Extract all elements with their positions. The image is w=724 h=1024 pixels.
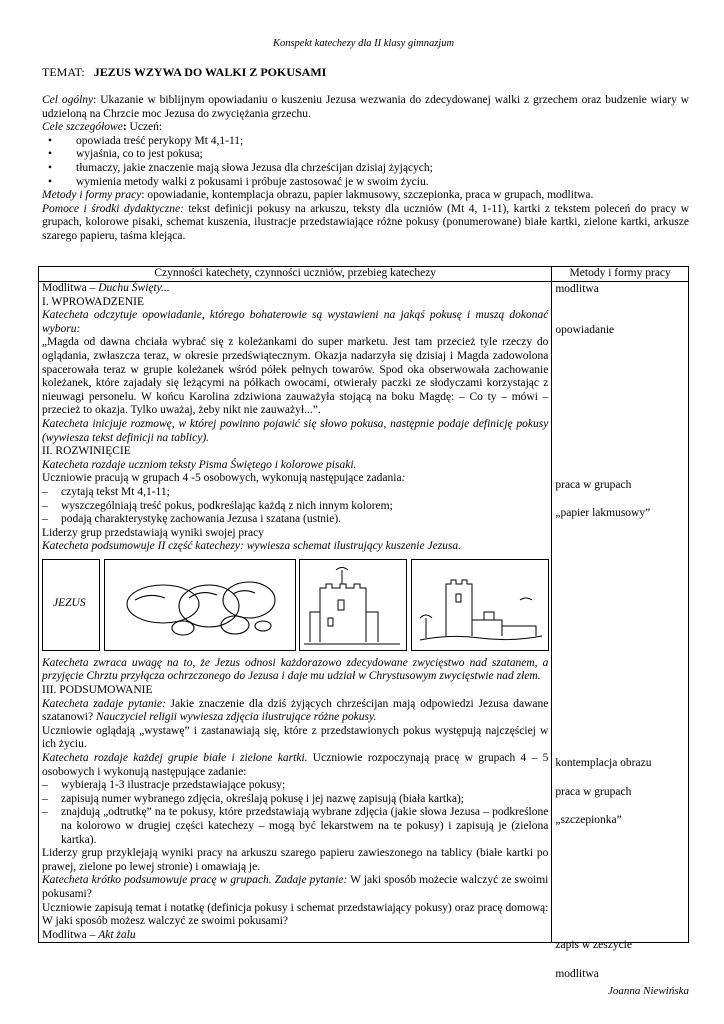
- method-item: modlitwa: [555, 968, 599, 980]
- page-header: Konspekt katechezy dla II klasy gimnazjum: [272, 38, 455, 49]
- column-header-activities: Czynności katechety, czynności uczniów, przebieg katechezy: [39, 267, 552, 282]
- methods-cell: [552, 282, 689, 980]
- list-item: • wyjaśnia, co to jest pokusa;: [42, 148, 689, 162]
- teacher-reads: Katecheta odczytuje opowiadanie, którego bohaterowie są wystawieni na jakąś pokusę i muszą dokonać wyboru:: [42, 309, 549, 335]
- lesson-intro: [42, 94, 689, 244]
- specific-goals-heading: Cele szczegółowe: Uczeń:: [42, 121, 163, 134]
- victory-note: Katecheta zwraca uwagę na to, że Jezus odnosi każdorazowo zdecydowane zwycięstwo nad szatanem, a przyjęcie Chrztu przyłącza ochrzczonego do Jezusa i daje mu udział w Chrystusowym zwycięstwie nad złem.: [42, 656, 549, 683]
- stones-icon: [105, 560, 295, 650]
- task-item: – podają charakterystykę zachowania Jezusa i szatana (ustnie).: [42, 513, 548, 527]
- kingdoms-illustration: [411, 559, 549, 651]
- task-item: – czytają tekst Mt 4,1-11;: [42, 486, 548, 500]
- topic-label: TEMAT:: [42, 65, 85, 79]
- method-item: praca w grupach: [555, 479, 632, 491]
- list-item: • opowiada treść perykopy Mt 4,1-11;: [42, 135, 689, 149]
- topic-title: JEZUS WZYWA DO WALKI Z POKUSAMI: [93, 65, 327, 79]
- specific-goals-list: [42, 135, 689, 189]
- section-introduction: I. WPROWADZENIE: [42, 295, 144, 308]
- tower-icon: [300, 560, 406, 650]
- general-goal: Cel ogólny: Ukazanie w biblijnym opowiadaniu o kuszeniu Jezusa wezwania do zdecydowanej walki z grzechem oraz budzenie wiary w udzieloną na Chrzcie moc Jezusa do zwyciężania grzechu.: [42, 94, 689, 120]
- section-development: II. ROZWINIĘCIE: [42, 445, 131, 458]
- story-text: „Magda od dawna chciała wybrać się z koleżankami do super marketu. Jest tam przecież tyle rzeczy do oglądania, zwłaszcza teraz, w okresie przedświątecznym. Okazja nadarzyła się dzisiaj i Magda zadowolona spacerowała teraz w grupie koleżanek wśród półek pełnych towarów. Spod oka obserwowała zachowanie koleżanek, które zajadały się leżącymi na półkach owocami, otwierały paczki ze słodyczami korzystając z nieuwagi personelu. W końcu Karolina zdziwiona zauważyła stojącą na boku Magdę: – Co ty – mówi – przecież to okazja. Tylko uważaj, żeby nikt nie zauważył...”.: [42, 336, 549, 417]
- lesson-table: [38, 266, 689, 980]
- method-item: „szczepionka”: [555, 814, 622, 826]
- aids-line: Pomoce i środki dydaktyczne: tekst definicji pokusy na arkuszu, teksty dla uczniów (Mt 4, 1-11), kartki z tekstem poleceń do pracy w grupach, kolorowe pisaki, schemat kuszenia, ilustracje przedstawiające różne pokusy (ponumerowane) białe kartki, zielone kartki, arkusze szarego papieru, taśma klejąca.: [42, 202, 690, 242]
- temptation-scheme: [42, 559, 548, 653]
- task-item: – wybierają 1-3 ilustracje przedstawiające pokusy;: [42, 779, 548, 793]
- jesus-box: [42, 559, 100, 651]
- author-signature: Joanna Niewińska: [608, 985, 689, 997]
- task-item: – znajdują „odtrutkę” na te pokusy, które przedstawiają wybrane zdjęcia (jakie słowa Jezusa – podkreślone na kolorowo w drugiej części katechezy – mogą być lekarstwem na te pokusy) i zapisują je (zielona kartka).: [42, 806, 548, 847]
- jesus-label: JEZUS: [53, 596, 86, 609]
- group-work-intro: Uczniowie pracują w grupach 4 -5 osobowych, wykonują następujące zadania:: [42, 472, 406, 485]
- method-item: kontemplacja obrazu: [555, 757, 652, 769]
- method-item: modlitwa: [555, 283, 599, 295]
- closing-prayer: Modlitwa – Akt żalu: [42, 928, 136, 941]
- task-item: – wyszczególniają treść pokus, podkreślając każdą z nich innym kolorem;: [42, 500, 548, 514]
- topic-line: [42, 66, 326, 80]
- teacher-question: Katecheta zadaje pytanie: Jakie znaczenie dla dziś żyjących chrześcijan mają odpowiedzi Jezusa dawane szatanowi? Nauczyciel religii wywiesza zdjęcia ilustrujące różne pokusy.: [42, 697, 549, 724]
- leaders-attach: Liderzy grup przyklejają wyniki pracy na arkuszu szarego papieru zawieszonego na tablicy (białe kartki po prawej, zielone po lewej stronie) i omawiają je.: [42, 847, 549, 873]
- methods-line: Metody i formy pracy: opowiadanie, kontemplacja obrazu, papier lakmusowy, szczepionka, praca w grupach, modlitwa.: [42, 189, 594, 202]
- castle-icon: [412, 560, 548, 650]
- activities-cell: [39, 282, 552, 943]
- list-item: • tłumaczy, jakie znaczenie mają słowa Jezusa dla chrześcijan dzisiaj żyjących;: [42, 162, 689, 176]
- teacher-summarizes: Katecheta podsumowuje II część katechezy: wywiesza schemat ilustrujący kuszenie Jezusa.: [42, 540, 462, 553]
- method-item: opowiadanie: [555, 324, 615, 336]
- column-header-methods: Metody i formy pracy: [552, 267, 689, 282]
- stones-illustration: [104, 559, 296, 651]
- method-item: praca w grupach: [555, 786, 632, 798]
- section-summary: III. PODSUMOWANIE: [42, 684, 153, 697]
- tower-illustration: [299, 559, 407, 651]
- method-item: „papier lakmusowy”: [555, 507, 651, 519]
- method-item: zapis w zeszycie: [555, 939, 632, 951]
- teacher-conversation: Katecheta inicjuje rozmowę, w której powinno pojawić się słowo pokusa, następnie podaje definicję pokusy (wywiesza tekst definicji na tablicy).: [42, 417, 549, 444]
- cards-handout: Katecheta rozdaje każdej grupie białe i zielone kartki. Uczniowie rozpoczynają pracę w grupach 4 – 5 osobowych i wykonują następujące zadanie:: [42, 752, 549, 778]
- list-item: • wymienia metody walki z pokusami i próbuje zastosować je w swoim życiu.: [42, 176, 689, 190]
- notes-homework: Uczniowie zapisują temat i notatkę (definicja pokusy i schemat przedstawiający pokusy) oraz pracę domową: W jaki sposób możesz walczyć ze swoimi pokusami?: [42, 901, 549, 928]
- short-summary: Katecheta krótko podsumowuje pracę w grupach. Zadaje pytanie: W jaki sposób możecie walczyć ze swoimi pokusami?: [42, 874, 549, 900]
- task-item: – zapisują numer wybranego zdjęcia, określają pokusę i jej nazwę zapisują (biała kartka);: [42, 793, 548, 807]
- leaders-present: Liderzy grup przedstawiają wyniki swojej pracy: [42, 526, 264, 539]
- opening-prayer: Modlitwa – Duchu Święty...: [42, 282, 170, 294]
- teacher-hands-out: Katecheta rozdaje uczniom teksty Pisma Świętego i kolorowe pisaki.: [42, 458, 357, 471]
- exhibition-text: Uczniowie oglądają „wystawę” i zastanawiają się, które z przedstawionych pokus występują najczęściej w ich życiu.: [42, 724, 549, 751]
